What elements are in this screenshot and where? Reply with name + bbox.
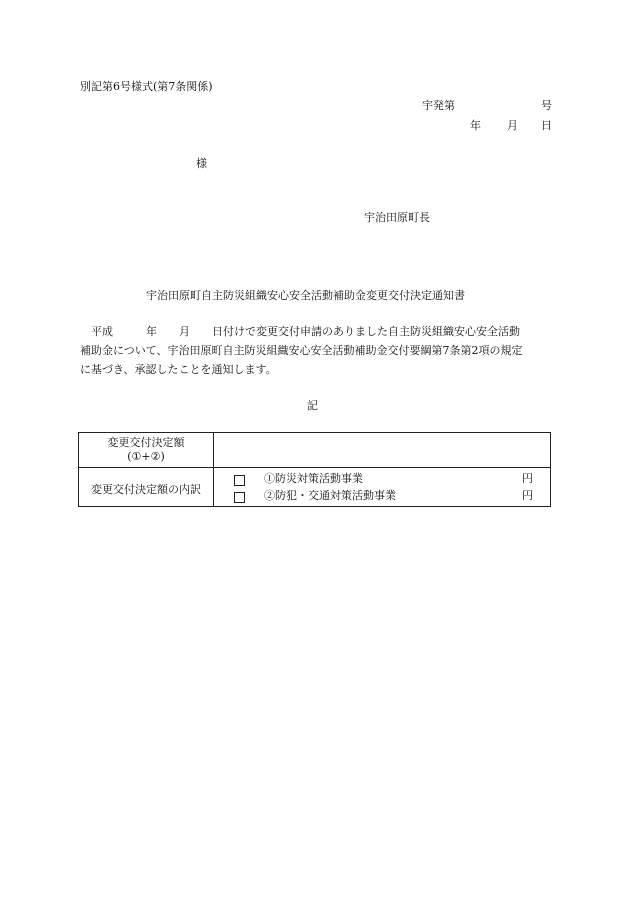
total-amount-label-line1: 変更交付決定額 [107, 436, 185, 449]
form-label: 別記第6号様式(第7条関係) [80, 80, 213, 93]
date-month-label: 月 [507, 119, 518, 132]
recipient-honorific: 様 [196, 157, 207, 170]
document-number-suffix: 号 [541, 99, 552, 112]
body-line-1: 平成 年 月 日付けで変更交付申請のありました自主防災組織安心安全活動 [91, 325, 520, 338]
breakdown-label: 変更交付決定額の内訳 [91, 483, 201, 496]
table-row-divider [79, 467, 550, 468]
disaster-prevention-unit: 円 [522, 472, 533, 485]
crime-traffic-checkbox[interactable] [234, 492, 245, 503]
table-column-divider [213, 433, 214, 506]
crime-traffic-item: ②防犯・交通対策活動事業 [264, 489, 396, 502]
issuer-name: 宇治田原町長 [364, 211, 430, 224]
crime-traffic-unit: 円 [522, 489, 533, 502]
document-title: 宇治田原町自主防災組織安心安全活動補助金変更交付決定通知書 [146, 289, 465, 302]
amount-table [78, 432, 551, 507]
total-amount-label [79, 436, 213, 464]
body-line-2: 補助金について、宇治田原町自主防災組織安心安全活動補助金交付要綱第7条第2項の規定 [80, 344, 523, 357]
date-day-label: 日 [541, 119, 552, 132]
record-heading: 記 [307, 399, 318, 412]
total-amount-label-line2: (①+②) [127, 450, 165, 463]
body-paragraph [80, 322, 554, 379]
disaster-prevention-checkbox[interactable] [234, 475, 245, 486]
date-year-label: 年 [470, 119, 481, 132]
disaster-prevention-item: ①防災対策活動事業 [264, 472, 363, 485]
body-line-3: に基づき、承認したことを通知します。 [80, 363, 277, 376]
document-number-prefix: 宇発第 [422, 99, 455, 112]
